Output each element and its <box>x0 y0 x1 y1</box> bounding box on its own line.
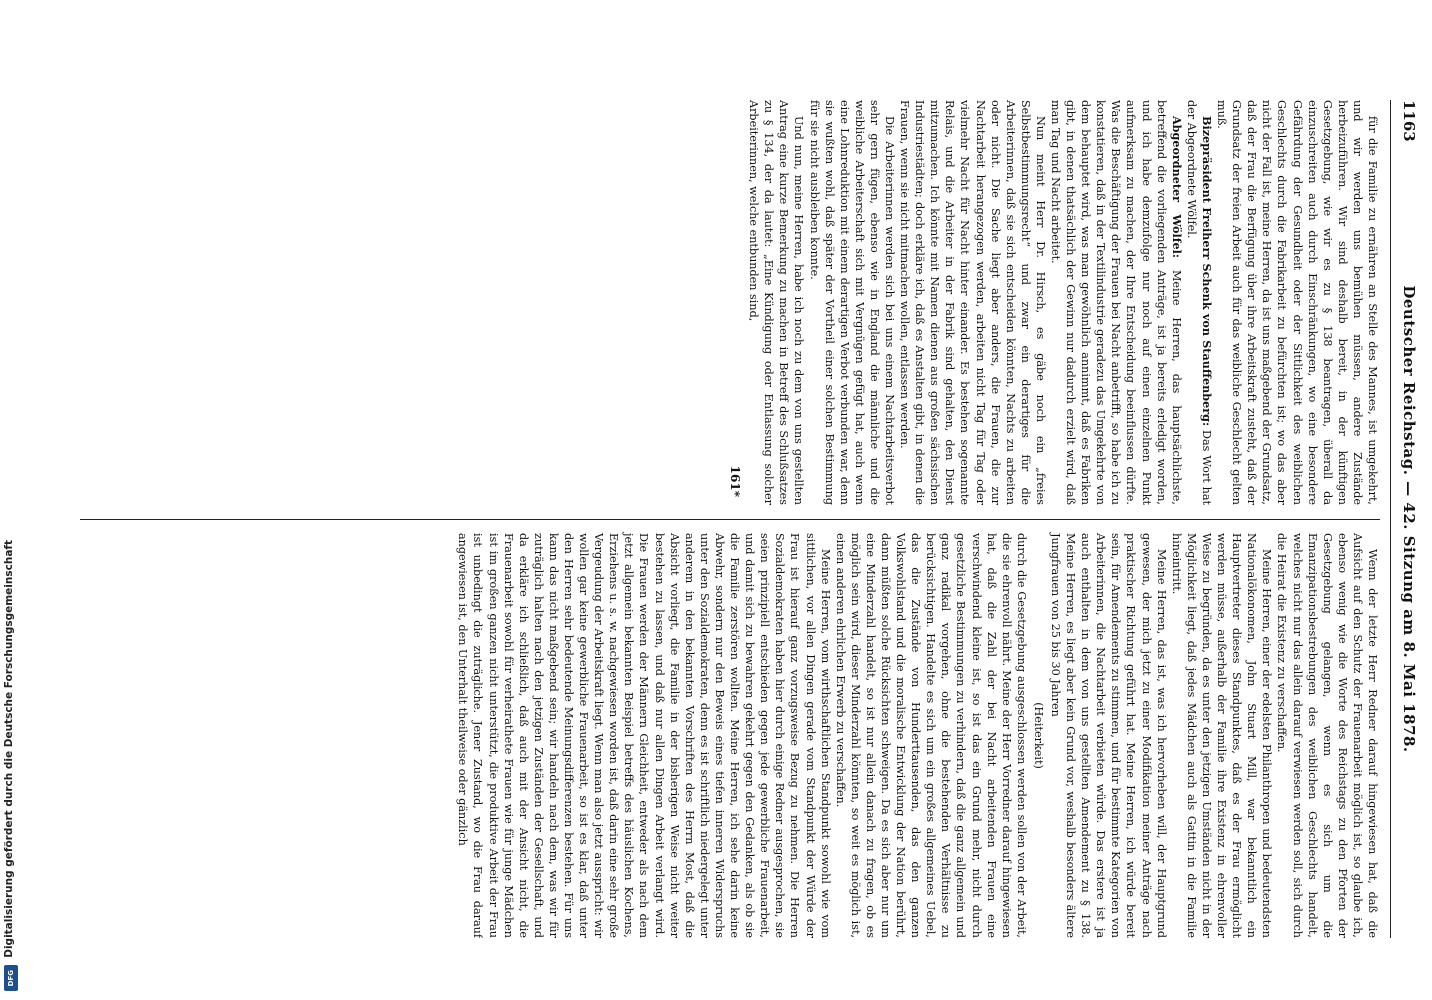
digitization-note: Digitalisierung gefördert durch die Deutsche Forschungsgemeinschaft <box>3 540 15 958</box>
right-column <box>80 519 1380 938</box>
left-column <box>80 100 1380 519</box>
page-title: Deutscher Reichstag. — 42. Sitzung am 8. Mai 1878. <box>1400 285 1418 753</box>
paragraph: Meine Herren, vom wirthschaftlichen Standpunkt sowohl wie vom sittlichen, vor allen Dingen gerade vom Standpunkt der Würde der Frau ist hierauf ganz vorzugsweise Bezug zu nehmen. Die Herren Sozialdemokraten haben hier durch einige Redner ausgesprochen, sie seien prinzipiell entschieden gegen jede gewerbliche Frauenarbeit, und damit sich zu bewahren gekehrt gegen den Gedanken, als ob sie die Familie zerstören wollten. Meine Herren, ich sehe darin keine Abwehr, sondern nur den Beweis eines tiefen inneren Widerspruchs unter den Sozialdemokraten, denn es ist schriftlich niedergelegt unter anderem in den bekannten Vorschriften des Herrn Most, daß die Absicht vorliegt, die Familie in der bisherigen Weise nicht weiter bestehen zu lassen, und daß nur allen Dingen Arbeit verlangt wird. Die Frauen werden der Männern Gleichheit, entweder als nach dem jetzt allgemein bekannten Beispiel betreffs des häuslichen Kochens, Erziehens u. s. w. nachgewiesen worden ist, daß darin eine sehr große Vergeudung der Arbeitskraft liegt. Wenn man also jetzt ausspricht: wir wollen gar keine gewerbliche Frauenarbeit, so ist es klar, daß unter den Herren sehr bedeutende Meinungsdifferenzen bestehen. Für uns kann das nicht maßgebend sein; wir handeln nach dem, was wir für zuträglich halten nach den jetzigen Zuständen der Gesellschaft, und da erkläre ich schließlich, daß auch mit der Ansicht nicht, die Frauenarbeit sowohl für verheirathete Frauen wie für junge Mädchen ist im großen ganzen nicht unterstützt, die produktive Arbeit der Frau ist unbedingt die zuträgliche. Jener Zustand, wo die Frau darauf angewiesen ist, den Unterhalt theilweise oder gänzlich <box>456 533 832 938</box>
paragraph: Wenn der letzte Herr Redner darauf hingewiesen hat, daß die Aufsicht auf den Schutz der Frauenarbeit möglich ist, so glaube ich, ebenso wenig wie die Worte des Reichstags zu den Pforten der Gesetzgebung gelangen, wenn es sich um die Emanzipationsbestrebungen des weiblichen Geschlechts handelt, welches nicht nur das allein darauf verwiesen werden soll, sich durch die Heirat die Existenz zu verschaffen. <box>1275 533 1379 938</box>
dfg-logo-icon <box>4 965 18 991</box>
speech-text: Meine Herren, das hauptsächlichste, betreffend die vorliegenden Anträge, ist ja bereits erledigt worden, und ich habe demzufolge nur noch auf einen einzelnen Punkt aufmerksam zu machen, der Ihre Entscheidung beeinflussen dürfte. Was die Beschäftigung der Frauen bei Nacht anbetrifft, so habe ich zu konstatieren, daß in der Textilindustrie geradezu das Umgekehrte von dem behauptet wird, was man gewöhnlich annimmt, daß es Fabriken gibt, in denen thatsächlich der Gewinn nur dadurch erzielt wird, daß man Tag und Nacht arbeitet. <box>1049 100 1183 505</box>
paragraph: Meine Herren, einer der edelsten Philanthropen und bedeutendsten Nationalökonomen, John Stuart Mill, war bekanntlich ein Hauptvertreter dieses Standpunktes, daß es der Frau ermöglicht werden müsse, außerhalb der Familie ihre Existenz in ehrenvoller Weise zu begründen, da es unter den jetzigen Umständen nicht in der Möglichkeit liegt, daß jedes Mädchen auch als Gattin in die Familie hineintritt. <box>1169 533 1274 938</box>
page-number: 1163 <box>1400 100 1418 142</box>
paragraph: Die Arbeiterinnen werden sich bei uns einem Nachtarbeitsverbot sehr gern fügen, ebenso wie in England die männliche und die weibliche Arbeiterschaft sich mit Vergnügen gefügt hat, auch wenn eine Lohnreduktion mit einem derartigen Verbot verbunden war, denn sie wußten wohl, daß später der Vortheil einer solchen Bestimmung für sie nicht ausbleiben konnte. <box>807 100 896 505</box>
text-columns <box>80 100 1380 938</box>
speaker-paragraph <box>1184 100 1214 505</box>
digitization-sidebar <box>0 0 24 1000</box>
paragraph: Nun meint Herr Dr. Hirsch, es gäbe noch ein „freies Selbstbestimmungsrecht“ und zwar ein derartiges für die Arbeiterinnen, daß sie sich entscheiden könnten, Nachts zu arbeiten oder nicht. Die Sache liegt aber anders, die Frauen, die zur Nachtarbeit herangezogen werden, arbeiten nicht Tag für Tag oder vielmehr Nacht für Nacht hinter einander. Es bestehen sogenannte Relais, und die Arbeiter in der Fabrik sind gehalten, den Dienst mitzumachen. Ich könnte mit Namen dienen aus großen sächsischen Industriestädten; doch erkläre ich, daß es Anstalten gibt, in denen die Frauen, wenn sie nicht mitmachen wollen, entlassen werden. <box>898 100 1047 505</box>
interjection: (Heiterkeit) <box>1031 702 1045 769</box>
speaker-name: Abgeordneter Wölfel: <box>1169 116 1184 259</box>
dfg-logo-label: DFG <box>7 969 15 987</box>
page-header <box>1390 100 1418 938</box>
speaker-name: Bizepräsident Freiherr Schenk von Stauffenberg: <box>1199 116 1214 427</box>
speaker-paragraph <box>1048 100 1184 505</box>
paragraph: durch die Gesetzgebung ausgeschlossen werden sollen von der Arbeit, die sie ehrenvoll nährt. Meine der Herr Vorredner darauf hingewiesen hat, daß die Zahl der bei Nacht arbeitenden Frauen eine verschwindend kleine ist, so ist das ein Grund mehr, nicht durch gesetzliche Bestimmungen zu verhindern, daß die ganz allgemein und ganz radikal vorgehen, ohne die bestehenden Verhältnisse zu berücksichtigen. Handelte es sich um ein großes allgemeines Uebel, das die Zustände von Hunderttausenden, das den ganzen Volkswohlstand und die moralische Entwicklung der Nation berührt, dann müßten solche Rücksichten schweigen. Da es sich aber nur um eine Minderzahl handelt, so ist nur allein danach zu fragen, ob es möglich sein wird, dieser Minderzahl könnten, so weit es möglich ist, einen anderen ehrlichen Erwerb zu verschaffen. <box>833 533 1028 938</box>
dfg-logo <box>2 964 20 992</box>
signature-mark: 161* <box>728 465 743 497</box>
column-divider <box>80 519 1380 520</box>
paragraph: für die Familie zu ernähren an Stelle des Mannes, ist umgekehrt, und wir werden uns bemühen müssen, andere Zustände herbeizuführen. Wir sind deshalb bereit, in der künftigen Gesetzgebung, wie wir es zu § 138 beantragen, überall da einzuschreiten auch durch Einschränkungen, wo eine besondere Gefährdung der Gesundheit oder der Sittlichkeit des weiblichen Geschlechts durch die Fabrikarbeit zu befürchten ist; wo das aber nicht der Fall ist, meine Herren, da ist uns maßgebend der Grundsatz, daß der Frau die Berfügung über ihre Arbeitskraft zusteht, daß der Grundsatz der freien Arbeit auch für das weibliche Geschlecht gelten muß. <box>1215 100 1379 505</box>
paragraph: Meine Herren, das ist, was ich hervorheben will, der Hauptgrund gewesen, der mich jetzt zu einer Modifikation meiner Anträge nach praktischer Richtung geführt hat. Meine Herren, ich würde bereit sein, für Amendements zu stimmen, und für bestimmte Kategorien von Arbeiterinnen, die Nachtarbeit verbieten würde. Das erstere ist ja auch enthalten in dem von uns gestellten Amendement zu § 138. Meine Herren, es liegt aber kein Grund vor, weshalb besonders ältere Jungfrauen von 25 bis 30 Jahren <box>1049 533 1168 938</box>
speech-text: Das Wort hat der Abgeordnete Wölfel. <box>1184 100 1213 506</box>
paragraph: Und nun, meine Herren, habe ich noch zu dem von uns gestellten Antrag eine kurze Bemerkung zu machen in Betreff des Schlußsatzes zu § 134, der da lautet: „Eine Kündigung oder Entlassung solcher Arbeiterinnen, welche entbunden sind, <box>747 100 806 505</box>
